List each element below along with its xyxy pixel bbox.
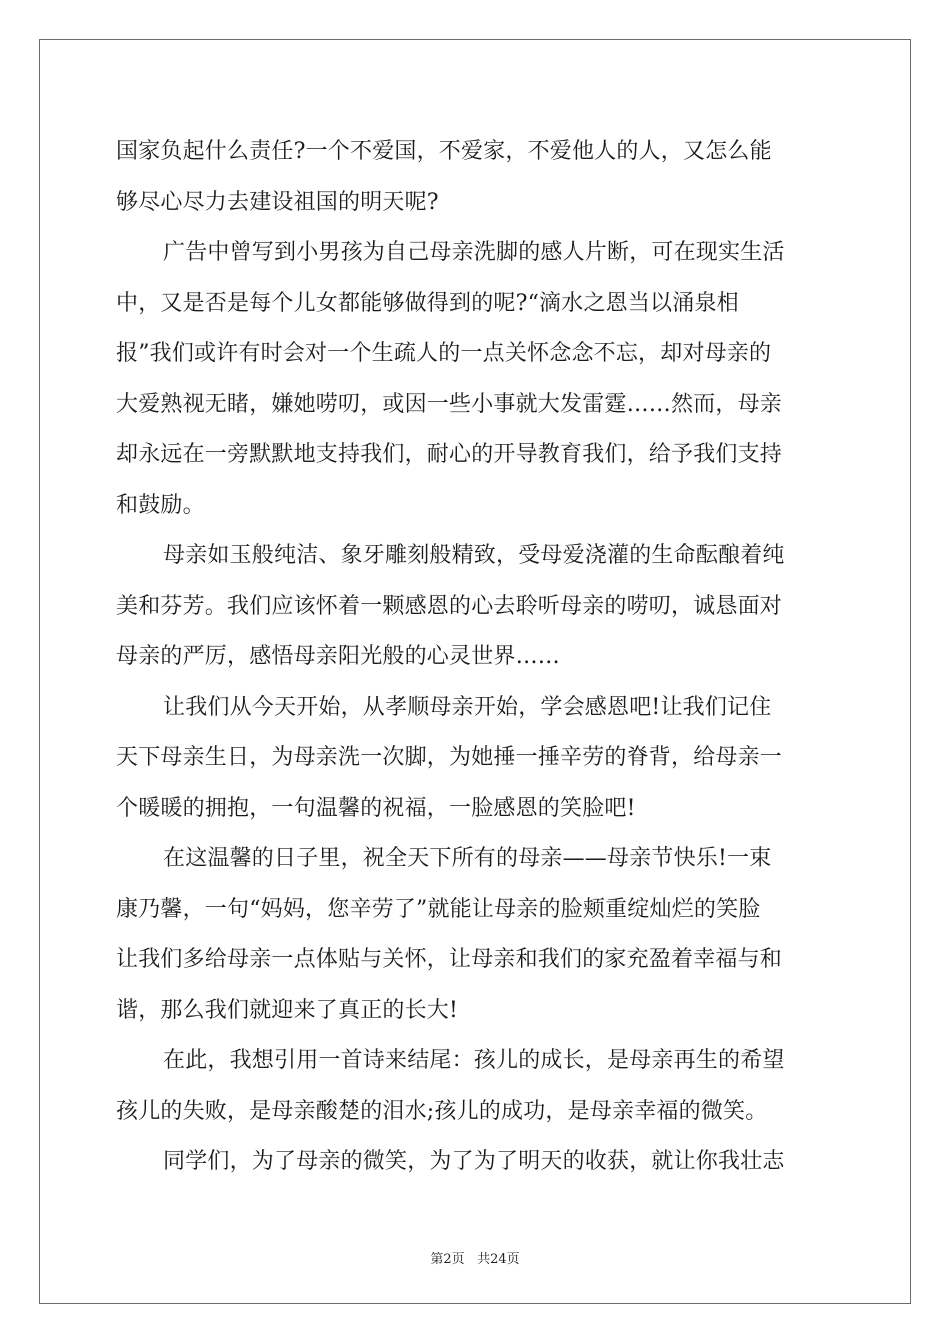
text-line: 美和芬芳。我们应该怀着一颗感恩的心去聆听母亲的唠叨，诚恳面对: [116, 593, 783, 619]
text-line: 中，又是否是每个儿女都能够做得到的呢?“滴水之恩当以涌泉相: [116, 290, 739, 316]
text-line: 却永远在一旁默默地支持我们，耐心的开导教育我们，给予我们支持: [116, 442, 783, 467]
page-footer: [0, 1248, 950, 1267]
text-line: 让我们多给母亲一点体贴与关怀，让母亲和我们的家充盈着幸福与和: [116, 947, 783, 972]
text-line: 谐，那么我们就迎来了真正的长大!: [116, 997, 459, 1023]
footer-separator: [465, 1252, 477, 1267]
paragraph-start-line: 广告中曾写到小男孩为自己母亲洗脚的感人片断，可在现实生活: [163, 240, 785, 265]
document-body: [116, 127, 836, 1188]
text-line: 康乃馨，一句“妈妈，您辛劳了”就能让母亲的脸颊重绽灿烂的笑脸: [116, 896, 761, 922]
paragraph-start-line: 同学们，为了母亲的微笑，为了为了明天的收获，就让你我壮志: [163, 1149, 785, 1174]
page-number: 第2页: [430, 1252, 465, 1267]
text-line: 国家负起什么责任?一个不爱国，不爱家，不爱他人的人，又怎么能: [116, 139, 772, 164]
text-line: 大爱熟视无睹，嫌她唠叨，或因一些小事就大发雷霆……然而，母亲: [116, 391, 783, 417]
text-line: 天下母亲生日，为母亲洗一次脚，为她捶一捶辛劳的脊背，给母亲一: [116, 745, 783, 770]
text-line: 报”我们或许有时会对一个生疏人的一点关怀念念不忘，却对母亲的: [116, 341, 772, 366]
paragraph-start-line: 母亲如玉般纯洁、象牙雕刻般精致，受母爱浇灌的生命酝酿着纯: [163, 543, 785, 568]
text-line: 个暖暖的拥抱，一句温馨的祝福，一脸感恩的笑脸吧!: [116, 795, 636, 821]
paragraph-start-line: 在这温馨的日子里，祝全天下所有的母亲——母亲节快乐!一束: [163, 846, 772, 871]
paragraph-start-line: 在此，我想引用一首诗来结尾：孩儿的成长，是母亲再生的希望: [163, 1048, 785, 1073]
page-total: 共24页: [477, 1252, 520, 1267]
paragraph-start-line: 让我们从今天开始，从孝顺母亲开始，学会感恩吧!让我们记住: [163, 694, 772, 720]
text-line: 孩儿的失败，是母亲酸楚的泪水;孩儿的成功，是母亲幸福的微笑。: [116, 1098, 768, 1124]
text-line: 和鼓励。: [116, 492, 205, 518]
text-line: 母亲的严厉，感悟母亲阳光般的心灵世界……: [116, 644, 561, 669]
text-line: 够尽心尽力去建设祖国的明天呢?: [116, 189, 439, 215]
